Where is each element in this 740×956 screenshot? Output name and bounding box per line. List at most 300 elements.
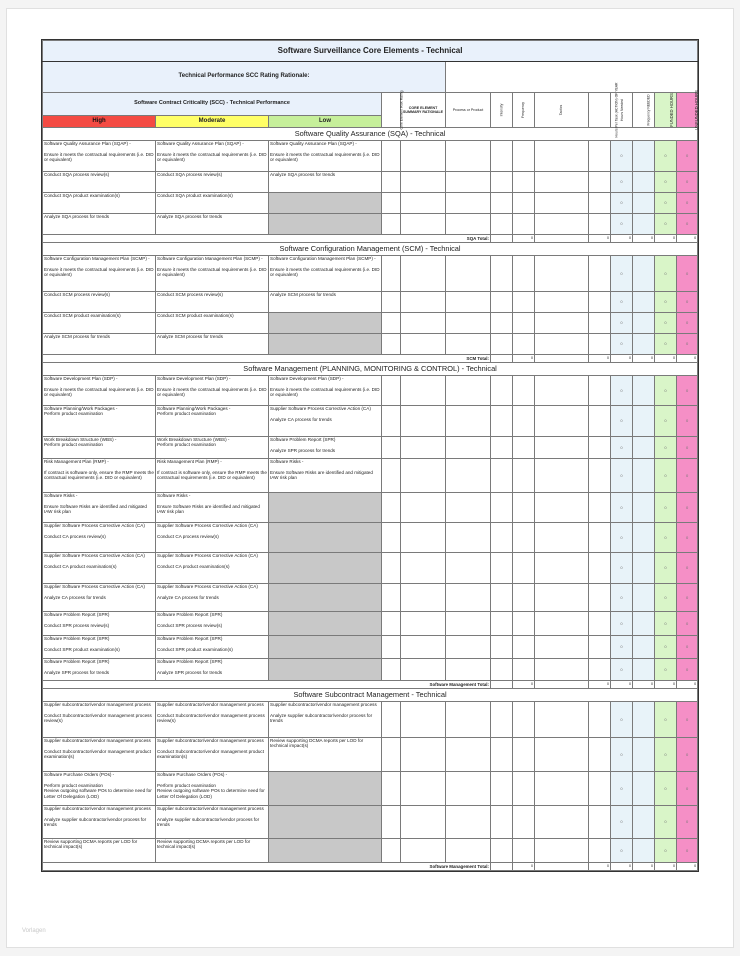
input-cell[interactable]: [382, 172, 401, 193]
input-cell[interactable]: [401, 313, 446, 334]
unfunded-hours-value[interactable]: 0: [677, 459, 698, 493]
input-cell[interactable]: [401, 141, 446, 172]
input-cell[interactable]: [382, 806, 401, 839]
cell-high: Supplier subcontractor/vendor management process Analyze supplier subcontractor/vendor process for trends: [43, 806, 156, 839]
input-cell[interactable]: [491, 256, 513, 292]
input-cell[interactable]: [446, 702, 491, 738]
cell-high: Conduct SCM product examination(s): [43, 313, 156, 334]
input-cell[interactable]: [382, 839, 401, 863]
input-cell[interactable]: [513, 256, 535, 292]
unfunded-hours-value[interactable]: 0: [677, 839, 698, 863]
frequency-needed-cell[interactable]: [633, 584, 655, 612]
input-cell[interactable]: [513, 702, 535, 738]
input-cell[interactable]: [382, 141, 401, 172]
input-cell[interactable]: [401, 553, 446, 584]
input-cell[interactable]: [382, 376, 401, 406]
table-row: [43, 738, 698, 772]
input-cell[interactable]: [513, 313, 535, 334]
input-cell[interactable]: [491, 214, 513, 235]
input-cell[interactable]: [535, 193, 589, 214]
input-cell[interactable]: [535, 256, 589, 292]
unfunded-hours-value[interactable]: 0: [677, 256, 698, 292]
cell-low: [269, 772, 382, 806]
input-cell[interactable]: [535, 659, 589, 681]
input-cell[interactable]: [513, 738, 535, 772]
page-title: Software Surveillance Core Elements - Technical: [43, 41, 698, 62]
funded-hours-value[interactable]: 0: [655, 334, 677, 355]
input-cell[interactable]: [446, 193, 491, 214]
funded-hours-value[interactable]: 0: [655, 612, 677, 636]
input-cell[interactable]: [401, 839, 446, 863]
hours-needed-value[interactable]: 0: [611, 806, 633, 839]
hours-needed-value[interactable]: 0: [611, 313, 633, 334]
unfunded-hours-value[interactable]: 0: [677, 406, 698, 437]
input-cell[interactable]: [589, 636, 611, 659]
input-cell[interactable]: [535, 313, 589, 334]
input-cell[interactable]: [401, 702, 446, 738]
input-cell[interactable]: [446, 172, 491, 193]
input-cell[interactable]: [382, 437, 401, 459]
funded-hours-value[interactable]: 0: [655, 459, 677, 493]
input-cell[interactable]: [382, 193, 401, 214]
input-cell[interactable]: [589, 612, 611, 636]
input-cell[interactable]: [513, 523, 535, 553]
input-cell[interactable]: [491, 636, 513, 659]
frequency-needed-cell[interactable]: [633, 313, 655, 334]
input-cell[interactable]: [382, 334, 401, 355]
input-cell[interactable]: [535, 523, 589, 553]
frequency-needed-cell[interactable]: [633, 636, 655, 659]
hours-needed-value[interactable]: 0: [611, 659, 633, 681]
input-cell[interactable]: [535, 292, 589, 313]
input-cell[interactable]: [589, 334, 611, 355]
input-cell[interactable]: [535, 702, 589, 738]
input-cell[interactable]: [382, 406, 401, 437]
input-cell[interactable]: [446, 334, 491, 355]
input-cell[interactable]: [491, 406, 513, 437]
input-cell[interactable]: [491, 292, 513, 313]
frequency-needed-cell[interactable]: [633, 702, 655, 738]
input-cell[interactable]: [446, 523, 491, 553]
funded-hours-value[interactable]: 0: [655, 738, 677, 772]
frequency-needed-cell[interactable]: [633, 214, 655, 235]
input-cell[interactable]: [382, 256, 401, 292]
input-cell[interactable]: [589, 313, 611, 334]
input-cell[interactable]: [513, 553, 535, 584]
input-cell[interactable]: [513, 839, 535, 863]
cell-low: [269, 553, 382, 584]
input-cell[interactable]: [491, 493, 513, 523]
input-cell[interactable]: [535, 214, 589, 235]
input-cell[interactable]: [491, 584, 513, 612]
input-cell[interactable]: [446, 437, 491, 459]
input-cell[interactable]: [589, 172, 611, 193]
col-frequency-needed: Frequency NEEDED: [633, 93, 655, 128]
input-cell[interactable]: [382, 459, 401, 493]
unfunded-hours-value[interactable]: 0: [677, 376, 698, 406]
input-cell[interactable]: [491, 437, 513, 459]
input-cell[interactable]: [513, 584, 535, 612]
input-cell[interactable]: [382, 612, 401, 636]
input-cell[interactable]: [401, 493, 446, 523]
input-cell[interactable]: [382, 659, 401, 681]
frequency-needed-cell[interactable]: [633, 376, 655, 406]
cell-moderate: Supplier subcontractor/vendor management process Analyze supplier subcontractor/vendor process for trends: [156, 806, 269, 839]
input-cell[interactable]: [401, 334, 446, 355]
section-title: Software Configuration Management (SCM) - Technical: [43, 243, 698, 256]
total-value: 0: [589, 235, 611, 243]
input-cell[interactable]: [535, 738, 589, 772]
funded-hours-value[interactable]: 0: [655, 406, 677, 437]
input-cell[interactable]: [401, 584, 446, 612]
input-cell[interactable]: [446, 612, 491, 636]
unfunded-hours-value[interactable]: 0: [677, 172, 698, 193]
section-title: Software Quality Assurance (SQA) - Technical: [43, 128, 698, 141]
input-cell[interactable]: [535, 636, 589, 659]
input-cell[interactable]: [513, 292, 535, 313]
unfunded-hours-value[interactable]: 0: [677, 738, 698, 772]
hours-needed-value[interactable]: 0: [611, 636, 633, 659]
funded-hours-value[interactable]: 0: [655, 702, 677, 738]
input-cell[interactable]: [401, 437, 446, 459]
total-value: 0: [611, 863, 633, 871]
unfunded-hours-value[interactable]: 0: [677, 214, 698, 235]
funded-hours-value[interactable]: 0: [655, 839, 677, 863]
hours-needed-value[interactable]: 0: [611, 172, 633, 193]
funded-hours-value[interactable]: 0: [655, 659, 677, 681]
cell-high: Software Quality Assurance Plan (SQAP) - Ensure it meets the contractual requirements (i.e. DID or equivalent): [43, 141, 156, 172]
input-cell[interactable]: [513, 612, 535, 636]
unfunded-hours-value[interactable]: 0: [677, 806, 698, 839]
input-cell[interactable]: [535, 806, 589, 839]
frequency-needed-cell[interactable]: [633, 772, 655, 806]
input-cell[interactable]: [589, 702, 611, 738]
hours-needed-value[interactable]: 0: [611, 459, 633, 493]
input-cell[interactable]: [401, 772, 446, 806]
hours-needed-value[interactable]: 0: [611, 738, 633, 772]
hours-needed-value[interactable]: 0: [611, 376, 633, 406]
cell-high: Risk Management Plan (RMP) - If contract is software only, ensure the RMP meets the contractual requirements (i.e. DID or equivalent): [43, 459, 156, 493]
hours-needed-value[interactable]: 0: [611, 493, 633, 523]
input-cell[interactable]: [535, 459, 589, 493]
input-cell[interactable]: [401, 406, 446, 437]
total-value: 0: [513, 681, 535, 689]
input-cell[interactable]: [589, 738, 611, 772]
input-cell[interactable]: [589, 376, 611, 406]
cell-high: Analyze SQA process for trends: [43, 214, 156, 235]
input-cell[interactable]: [382, 636, 401, 659]
input-cell[interactable]: [491, 738, 513, 772]
input-cell[interactable]: [446, 459, 491, 493]
input-cell[interactable]: [446, 772, 491, 806]
input-cell[interactable]: [491, 702, 513, 738]
frequency-needed-cell[interactable]: [633, 523, 655, 553]
unfunded-hours-value[interactable]: 0: [677, 702, 698, 738]
frequency-needed-cell[interactable]: [633, 659, 655, 681]
cell-moderate: Conduct SQA product examination(s): [156, 193, 269, 214]
input-cell[interactable]: [446, 313, 491, 334]
input-cell[interactable]: [513, 459, 535, 493]
unfunded-hours-value[interactable]: 0: [677, 612, 698, 636]
input-cell[interactable]: [446, 659, 491, 681]
hours-needed-value[interactable]: 0: [611, 256, 633, 292]
input-cell[interactable]: [513, 406, 535, 437]
input-cell[interactable]: [401, 292, 446, 313]
unfunded-hours-value[interactable]: 0: [677, 437, 698, 459]
table-row: [43, 553, 698, 584]
unfunded-hours-value[interactable]: 0: [677, 772, 698, 806]
input-cell[interactable]: [513, 172, 535, 193]
unfunded-hours-value[interactable]: 0: [677, 493, 698, 523]
hours-needed-value[interactable]: 0: [611, 612, 633, 636]
cell-moderate: Software Purchase Orders (POs) - Perform product examination Review outgoing software POs to determine need for Letter Of Delegation (LOD): [156, 772, 269, 806]
hours-needed-value[interactable]: 0: [611, 406, 633, 437]
input-cell[interactable]: [513, 636, 535, 659]
input-cell[interactable]: [589, 459, 611, 493]
total-value: 0: [655, 681, 677, 689]
frequency-needed-cell[interactable]: [633, 612, 655, 636]
input-cell[interactable]: [382, 738, 401, 772]
input-cell[interactable]: [535, 493, 589, 523]
input-cell[interactable]: [513, 141, 535, 172]
frequency-needed-cell[interactable]: [633, 806, 655, 839]
funded-hours-value[interactable]: 0: [655, 636, 677, 659]
funded-hours-value[interactable]: 0: [655, 437, 677, 459]
hours-needed-value[interactable]: 0: [611, 214, 633, 235]
frequency-needed-cell[interactable]: [633, 553, 655, 584]
input-cell[interactable]: [535, 141, 589, 172]
input-cell[interactable]: [589, 214, 611, 235]
funded-hours-value[interactable]: 0: [655, 141, 677, 172]
input-cell[interactable]: [382, 553, 401, 584]
input-cell[interactable]: [401, 612, 446, 636]
input-cell[interactable]: [589, 141, 611, 172]
input-cell[interactable]: [589, 584, 611, 612]
input-cell[interactable]: [513, 193, 535, 214]
input-cell[interactable]: [535, 612, 589, 636]
input-cell[interactable]: [535, 172, 589, 193]
total-value: 0: [513, 235, 535, 243]
input-cell[interactable]: [401, 376, 446, 406]
frequency-needed-cell[interactable]: [633, 172, 655, 193]
input-cell[interactable]: [513, 659, 535, 681]
unfunded-hours-value[interactable]: 0: [677, 313, 698, 334]
input-cell[interactable]: [491, 313, 513, 334]
input-cell[interactable]: [589, 523, 611, 553]
frequency-needed-cell[interactable]: [633, 406, 655, 437]
input-cell[interactable]: [589, 493, 611, 523]
input-cell[interactable]: [401, 214, 446, 235]
input-cell[interactable]: [491, 141, 513, 172]
input-cell[interactable]: [446, 406, 491, 437]
input-cell[interactable]: [535, 553, 589, 584]
input-cell[interactable]: [401, 459, 446, 493]
input-cell[interactable]: [401, 256, 446, 292]
input-cell[interactable]: [589, 659, 611, 681]
input-cell[interactable]: [535, 437, 589, 459]
hours-needed-value[interactable]: 0: [611, 292, 633, 313]
funded-hours-value[interactable]: 0: [655, 214, 677, 235]
funded-hours-value[interactable]: 0: [655, 523, 677, 553]
input-cell[interactable]: [382, 584, 401, 612]
input-cell[interactable]: [589, 839, 611, 863]
input-cell[interactable]: [382, 214, 401, 235]
total-value: 0: [611, 355, 633, 363]
input-cell[interactable]: [446, 738, 491, 772]
unfunded-hours-value[interactable]: 0: [677, 292, 698, 313]
input-cell[interactable]: [589, 193, 611, 214]
input-cell[interactable]: [446, 376, 491, 406]
input-cell[interactable]: [535, 584, 589, 612]
funded-hours-value[interactable]: 0: [655, 172, 677, 193]
input-cell[interactable]: [382, 493, 401, 523]
unfunded-hours-value[interactable]: 0: [677, 141, 698, 172]
input-cell[interactable]: [589, 553, 611, 584]
input-cell[interactable]: [401, 523, 446, 553]
input-cell[interactable]: [491, 334, 513, 355]
input-cell[interactable]: [491, 523, 513, 553]
frequency-needed-cell[interactable]: [633, 459, 655, 493]
input-cell[interactable]: [382, 313, 401, 334]
input-cell[interactable]: [401, 172, 446, 193]
input-cell[interactable]: [535, 334, 589, 355]
input-cell[interactable]: [491, 772, 513, 806]
input-cell[interactable]: [382, 772, 401, 806]
unfunded-hours-value[interactable]: 0: [677, 523, 698, 553]
frequency-needed-cell[interactable]: [633, 839, 655, 863]
input-cell[interactable]: [491, 376, 513, 406]
frequency-needed-cell[interactable]: [633, 493, 655, 523]
cell-low: Software Development Plan (SDP) - Ensure it meets the contractual requirements (i.e. DID or equivalent): [269, 376, 382, 406]
input-cell[interactable]: [513, 493, 535, 523]
input-cell[interactable]: [446, 493, 491, 523]
input-cell[interactable]: [513, 437, 535, 459]
hours-needed-value[interactable]: 0: [611, 334, 633, 355]
table-row: [43, 806, 698, 839]
input-cell[interactable]: [535, 376, 589, 406]
cell-high: Conduct SQA process review(s): [43, 172, 156, 193]
input-cell[interactable]: [589, 406, 611, 437]
input-cell[interactable]: [401, 738, 446, 772]
cell-low: [269, 523, 382, 553]
input-cell[interactable]: [401, 806, 446, 839]
table-row: [43, 214, 698, 235]
input-cell[interactable]: [589, 256, 611, 292]
input-cell[interactable]: [589, 292, 611, 313]
input-cell[interactable]: [446, 141, 491, 172]
frequency-needed-cell[interactable]: [633, 193, 655, 214]
input-cell[interactable]: [382, 702, 401, 738]
funded-hours-value[interactable]: 0: [655, 806, 677, 839]
unfunded-hours-value[interactable]: 0: [677, 334, 698, 355]
hours-needed-value[interactable]: 0: [611, 523, 633, 553]
input-cell[interactable]: [491, 806, 513, 839]
frequency-needed-cell[interactable]: [633, 256, 655, 292]
total-row: [43, 235, 698, 243]
input-cell[interactable]: [491, 553, 513, 584]
total-value: [491, 235, 513, 243]
input-cell[interactable]: [589, 437, 611, 459]
rating-rationale-value[interactable]: [446, 62, 698, 93]
funded-hours-value[interactable]: 0: [655, 193, 677, 214]
frequency-needed-cell[interactable]: [633, 738, 655, 772]
input-cell[interactable]: [491, 612, 513, 636]
input-cell[interactable]: [491, 459, 513, 493]
funded-hours-value[interactable]: 0: [655, 584, 677, 612]
input-cell[interactable]: [401, 636, 446, 659]
input-cell[interactable]: [513, 334, 535, 355]
funded-hours-value[interactable]: 0: [655, 493, 677, 523]
frequency-needed-cell[interactable]: [633, 334, 655, 355]
frequency-needed-cell[interactable]: [633, 141, 655, 172]
input-cell[interactable]: [513, 806, 535, 839]
hours-needed-value[interactable]: 0: [611, 553, 633, 584]
input-cell[interactable]: [535, 772, 589, 806]
input-cell[interactable]: [589, 772, 611, 806]
input-cell[interactable]: [491, 659, 513, 681]
hours-needed-value[interactable]: 0: [611, 141, 633, 172]
cell-low: Supplier Software Process Corrective Action (CA) Analyze CA process for trends: [269, 406, 382, 437]
input-cell[interactable]: [535, 406, 589, 437]
input-cell[interactable]: [401, 193, 446, 214]
funded-hours-value[interactable]: 0: [655, 313, 677, 334]
input-cell[interactable]: [446, 256, 491, 292]
input-cell[interactable]: [589, 806, 611, 839]
input-cell[interactable]: [401, 659, 446, 681]
input-cell[interactable]: [446, 553, 491, 584]
funded-hours-value[interactable]: 0: [655, 256, 677, 292]
input-cell[interactable]: [491, 193, 513, 214]
watermark: Vorlagen: [22, 928, 46, 934]
input-cell[interactable]: [513, 214, 535, 235]
hours-needed-value[interactable]: 0: [611, 584, 633, 612]
cell-moderate: Conduct SCM product examination(s): [156, 313, 269, 334]
input-cell[interactable]: [382, 523, 401, 553]
input-cell[interactable]: [382, 292, 401, 313]
input-cell[interactable]: [446, 584, 491, 612]
input-cell[interactable]: [446, 839, 491, 863]
input-cell[interactable]: [513, 376, 535, 406]
funded-hours-value[interactable]: 0: [655, 292, 677, 313]
input-cell[interactable]: [513, 772, 535, 806]
cell-low: [269, 612, 382, 636]
input-cell[interactable]: [446, 636, 491, 659]
unfunded-hours-value[interactable]: 0: [677, 193, 698, 214]
funded-hours-value[interactable]: 0: [655, 553, 677, 584]
cell-low: [269, 584, 382, 612]
funded-hours-value[interactable]: 0: [655, 376, 677, 406]
frequency-needed-cell[interactable]: [633, 292, 655, 313]
hours-needed-value[interactable]: 0: [611, 839, 633, 863]
unfunded-hours-value[interactable]: 0: [677, 636, 698, 659]
input-cell[interactable]: [491, 172, 513, 193]
input-cell[interactable]: [446, 292, 491, 313]
hours-needed-value[interactable]: 0: [611, 437, 633, 459]
hours-needed-value[interactable]: 0: [611, 193, 633, 214]
unfunded-hours-value[interactable]: 0: [677, 584, 698, 612]
frequency-needed-cell[interactable]: [633, 437, 655, 459]
hours-needed-value[interactable]: 0: [611, 772, 633, 806]
input-cell[interactable]: [535, 839, 589, 863]
unfunded-hours-value[interactable]: 0: [677, 553, 698, 584]
hours-needed-value[interactable]: 0: [611, 702, 633, 738]
unfunded-hours-value[interactable]: 0: [677, 659, 698, 681]
total-value: 0: [677, 863, 698, 871]
input-cell[interactable]: [446, 806, 491, 839]
input-cell[interactable]: [446, 214, 491, 235]
input-cell[interactable]: [491, 839, 513, 863]
funded-hours-value[interactable]: 0: [655, 772, 677, 806]
